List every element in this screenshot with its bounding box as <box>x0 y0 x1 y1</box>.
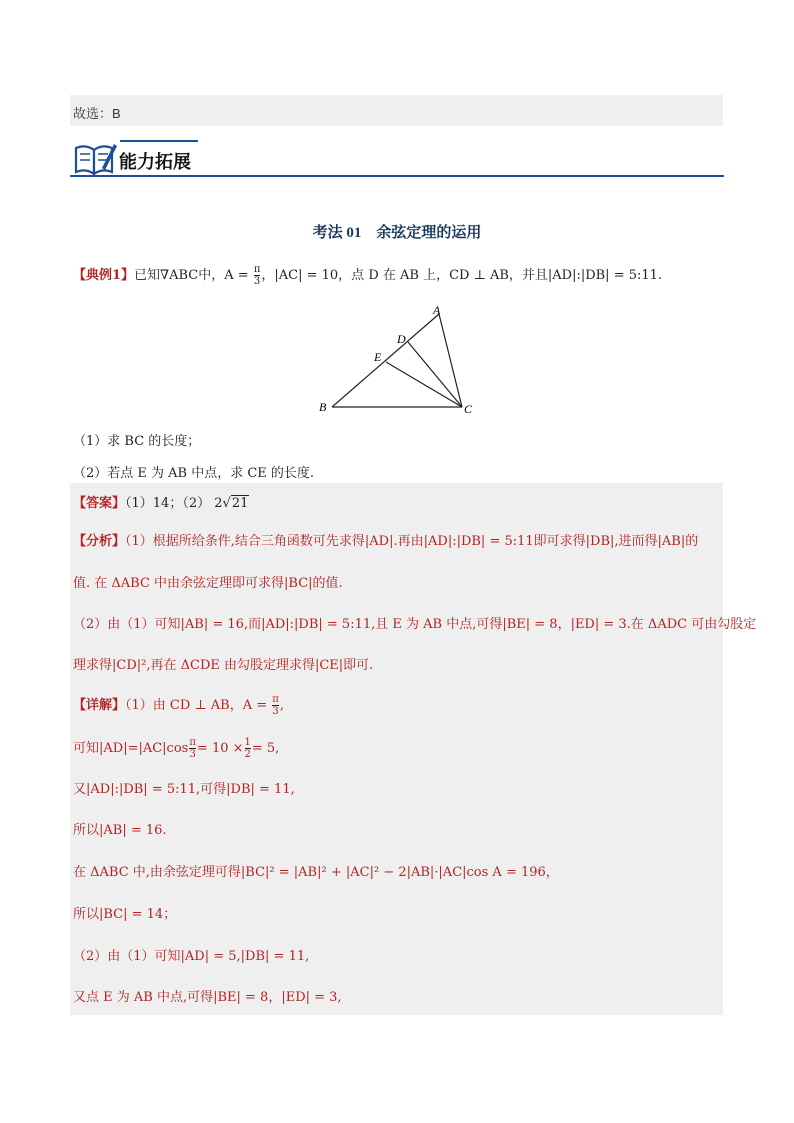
label-E: E <box>374 350 382 364</box>
label-B: B <box>319 400 327 414</box>
book-icon <box>72 138 118 180</box>
analysis-line-2: 值. 在 ΔABC 中由余弦定理即可求得|BC|的值. <box>73 576 343 591</box>
example-text-2: ，|AC| = 10，点 D 在 AB 上，CD ⊥ AB，并且|AD|:|DB| = 5:11. <box>261 268 663 283</box>
analysis-line-3: （2）由（1）可知|AB| = 16,而|AD|:|DB| = 5:11,且 E 为 AB 中点,可得|BE| = 8，|ED| = 3.在 ΔADC 可由勾股定 <box>73 617 757 632</box>
question-2: （2）若点 E 为 AB 中点，求 CE 的长度. <box>73 466 315 481</box>
detail-line-5: 在 ΔABC 中,由余弦定理可得|BC|² = |AB|² + |AC|² − 2|AB|·|AC|cos A = 196， <box>73 865 559 880</box>
detail-line-7: （2）由（1）可知|AD| = 5,|DB| = 11, <box>73 949 310 964</box>
question-1: （1）求 BC 的长度； <box>73 434 201 449</box>
detail-line-2 <box>73 737 279 760</box>
example-text-1: 已知∇ABC中，A = <box>134 268 249 283</box>
detail-line-8: 又点 E 为 AB 中点,可得|BE| = 8，|ED| = 3, <box>73 990 342 1005</box>
detail-text-1a: （1）由 CD ⊥ AB，A = <box>125 698 268 713</box>
detail-pi-over-3: $\frac{\pi}{3}$ <box>272 694 279 717</box>
label-A: A <box>433 303 441 317</box>
detail-text-2a: 可知|AD|=|AC|cos <box>73 741 189 756</box>
label-C: C <box>464 402 473 416</box>
analysis-line-4: 理求得|CD|²,再在 ΔCDE 由勾股定理求得|CE|即可. <box>73 658 374 673</box>
detail-line-3: 又|AD|:|DB| = 5:11,可得|DB| = 11, <box>73 782 295 797</box>
answer-line <box>73 492 249 511</box>
label-D: D <box>397 332 406 346</box>
detail-tag: 【详解】 <box>73 698 126 713</box>
example-statement <box>73 264 662 287</box>
pi-over-3-fraction: $\frac{\pi}{3}$ <box>253 264 261 287</box>
analysis-tag: 【分析】 <box>73 534 126 549</box>
detail-half-fraction: $\frac{1}{2}$ <box>244 737 251 760</box>
detail-text-2c: = 5, <box>251 741 280 756</box>
section-header-title: 能力拓展 <box>119 152 191 173</box>
answer-radicand: 21 <box>231 496 249 511</box>
detail-text-1b: , <box>279 698 284 713</box>
detail-cos-fraction: $\frac{\pi}{3}$ <box>189 737 196 760</box>
analysis-line-1 <box>73 530 698 549</box>
header-long-rule <box>70 175 724 177</box>
section-header <box>70 134 724 180</box>
answer-tag: 【答案】 <box>73 496 126 511</box>
analysis-text-1: （1）根据所给条件,结合三角函数可先求得|AD|.再由|AD|:|DB| = 5:11即可求得|DB|,进而得|AB|的 <box>125 534 699 549</box>
answer-coef: 2 <box>214 496 223 511</box>
detail-text-2b: = 10 × <box>196 741 244 756</box>
topic-title: 考法 01 余弦定理的运用 <box>312 225 482 241</box>
detail-line-4: 所以|AB| = 16. <box>73 823 167 838</box>
detail-line-6: 所以|BC| = 14； <box>73 907 177 922</box>
top-answer-text: 故选：B <box>73 106 121 121</box>
example-tag: 【典例1】 <box>73 268 135 283</box>
triangle-figure <box>315 302 485 422</box>
detail-line-1 <box>73 694 284 717</box>
answer-panel-top <box>70 95 723 126</box>
header-short-rule <box>120 140 198 142</box>
sqrt-sign: √ <box>222 496 231 511</box>
answer-text: （1）14；（2） <box>125 496 211 511</box>
